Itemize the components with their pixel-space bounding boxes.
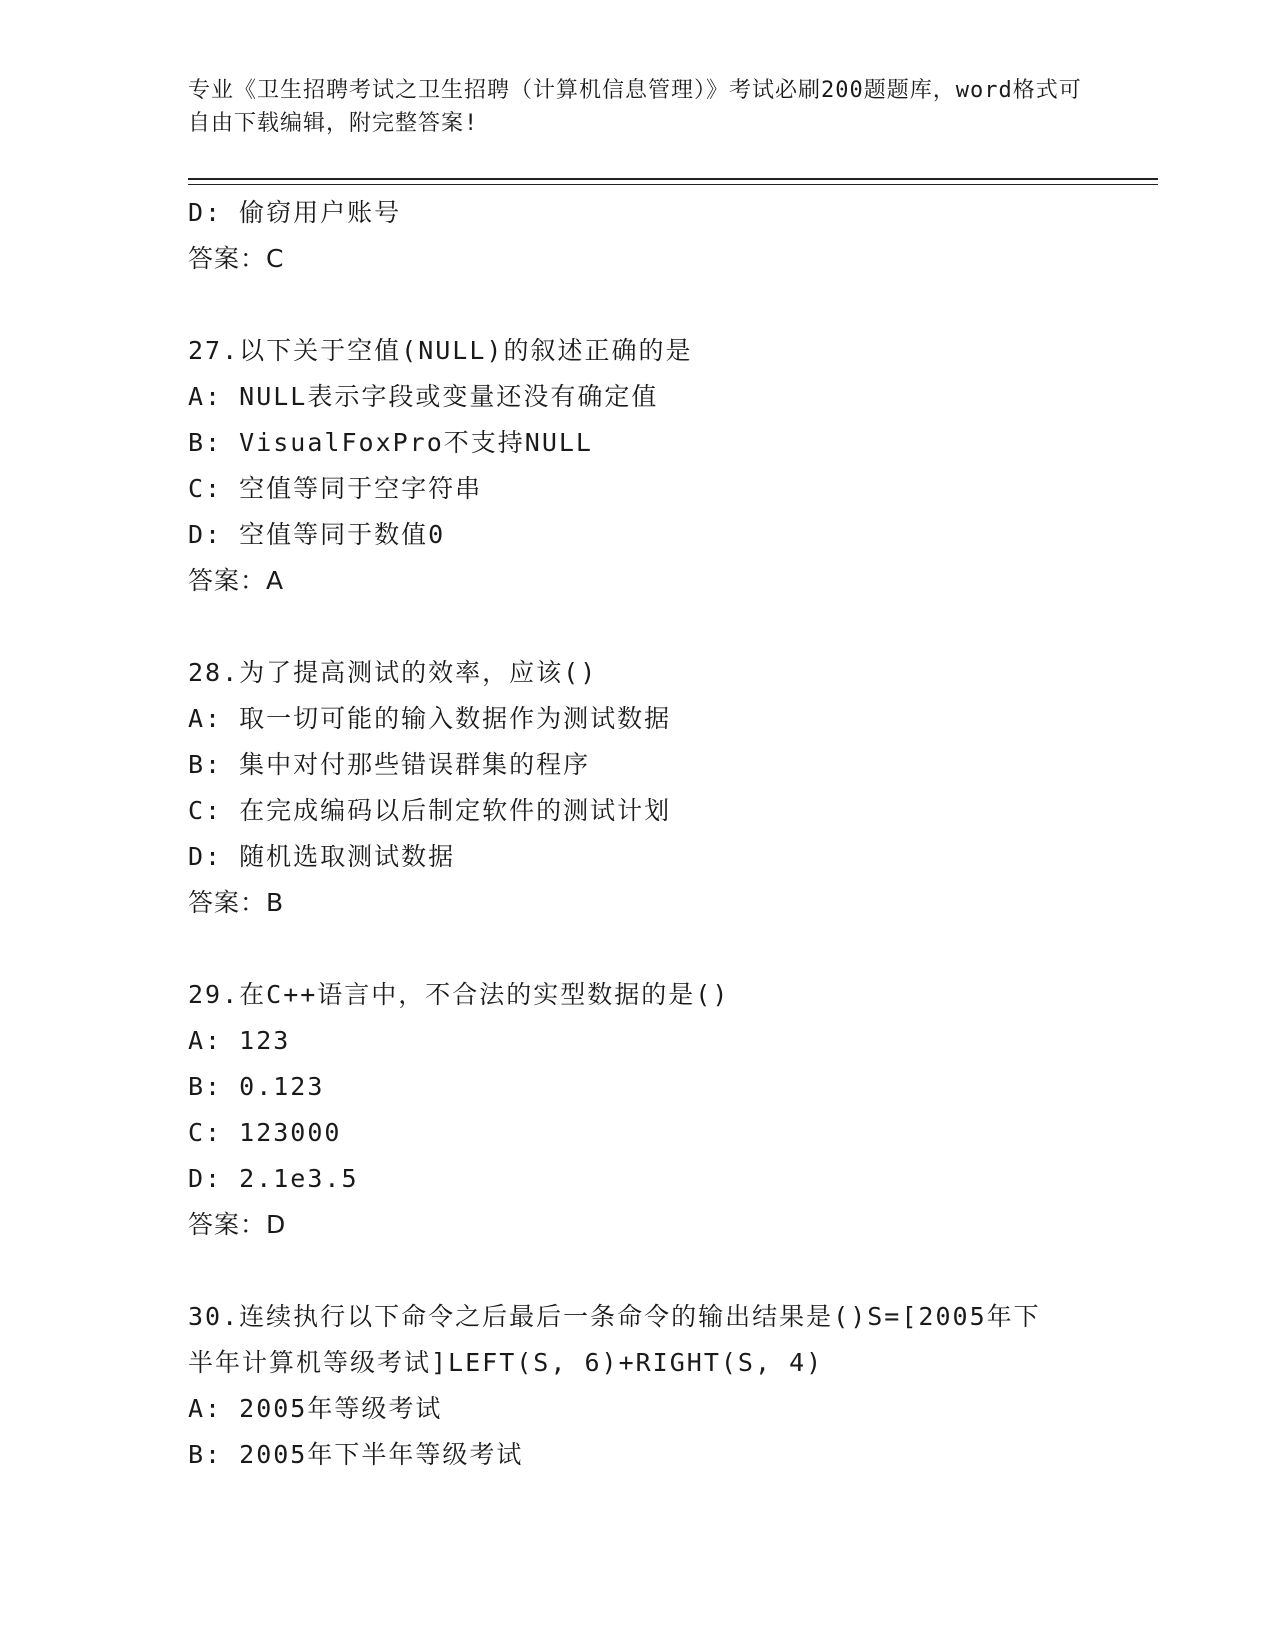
question-29-option-d: D: 2.1e3.5	[188, 1164, 359, 1193]
question-28-option-d: D: 随机选取测试数据	[188, 842, 456, 871]
document-header: 专业《卫生招聘考试之卫生招聘（计算机信息管理）》考试必刷200题题库，word格式可自由下载编辑，附完整答案!	[188, 78, 1082, 136]
header-rule-thin	[188, 184, 1158, 185]
question-list	[188, 190, 1158, 1478]
question-30-option-b: B: 2005年下半年等级考试	[188, 1440, 524, 1469]
question-29-option-b: B: 0.123	[188, 1072, 325, 1101]
question-29-option-c: C: 123000	[188, 1118, 342, 1147]
question-27-option-b: B: VisualFoxPro不支持NULL	[188, 428, 593, 457]
prev-option-d: D: 偷窃用户账号	[188, 198, 402, 227]
question-30-option-a: A: 2005年等级考试	[188, 1394, 443, 1423]
question-29-stem: 29.在C++语言中，不合法的实型数据的是()	[188, 980, 730, 1009]
question-29-option-a: A: 123	[188, 1026, 291, 1055]
question-30-stem-line2: 半年计算机等级考试]LEFT(S, 6)+RIGHT(S, 4)	[188, 1348, 824, 1377]
question-30-stem-line1: 30.连续执行以下命令之后最后一条命令的输出结果是()S=[2005年下	[188, 1302, 1041, 1331]
question-28-option-a: A: 取一切可能的输入数据作为测试数据	[188, 704, 672, 733]
header-rule-thick	[188, 178, 1158, 180]
question-27-answer: 答案：A	[188, 566, 285, 595]
question-28-answer: 答案：B	[188, 888, 285, 917]
question-27-stem: 27.以下关于空值(NULL)的叙述正确的是	[188, 336, 693, 365]
question-27-option-c: C: 空值等同于空字符串	[188, 474, 483, 503]
question-27-option-a: A: NULL表示字段或变量还没有确定值	[188, 382, 659, 411]
question-28-stem: 28.为了提高测试的效率，应该()	[188, 658, 598, 687]
question-28-option-b: B: 集中对付那些错误群集的程序	[188, 750, 591, 779]
question-27-option-d: D: 空值等同于数值0	[188, 520, 446, 549]
question-29-answer: 答案：D	[188, 1210, 287, 1239]
prev-answer: 答案：C	[188, 244, 285, 273]
question-28-option-c: C: 在完成编码以后制定软件的测试计划	[188, 796, 672, 825]
